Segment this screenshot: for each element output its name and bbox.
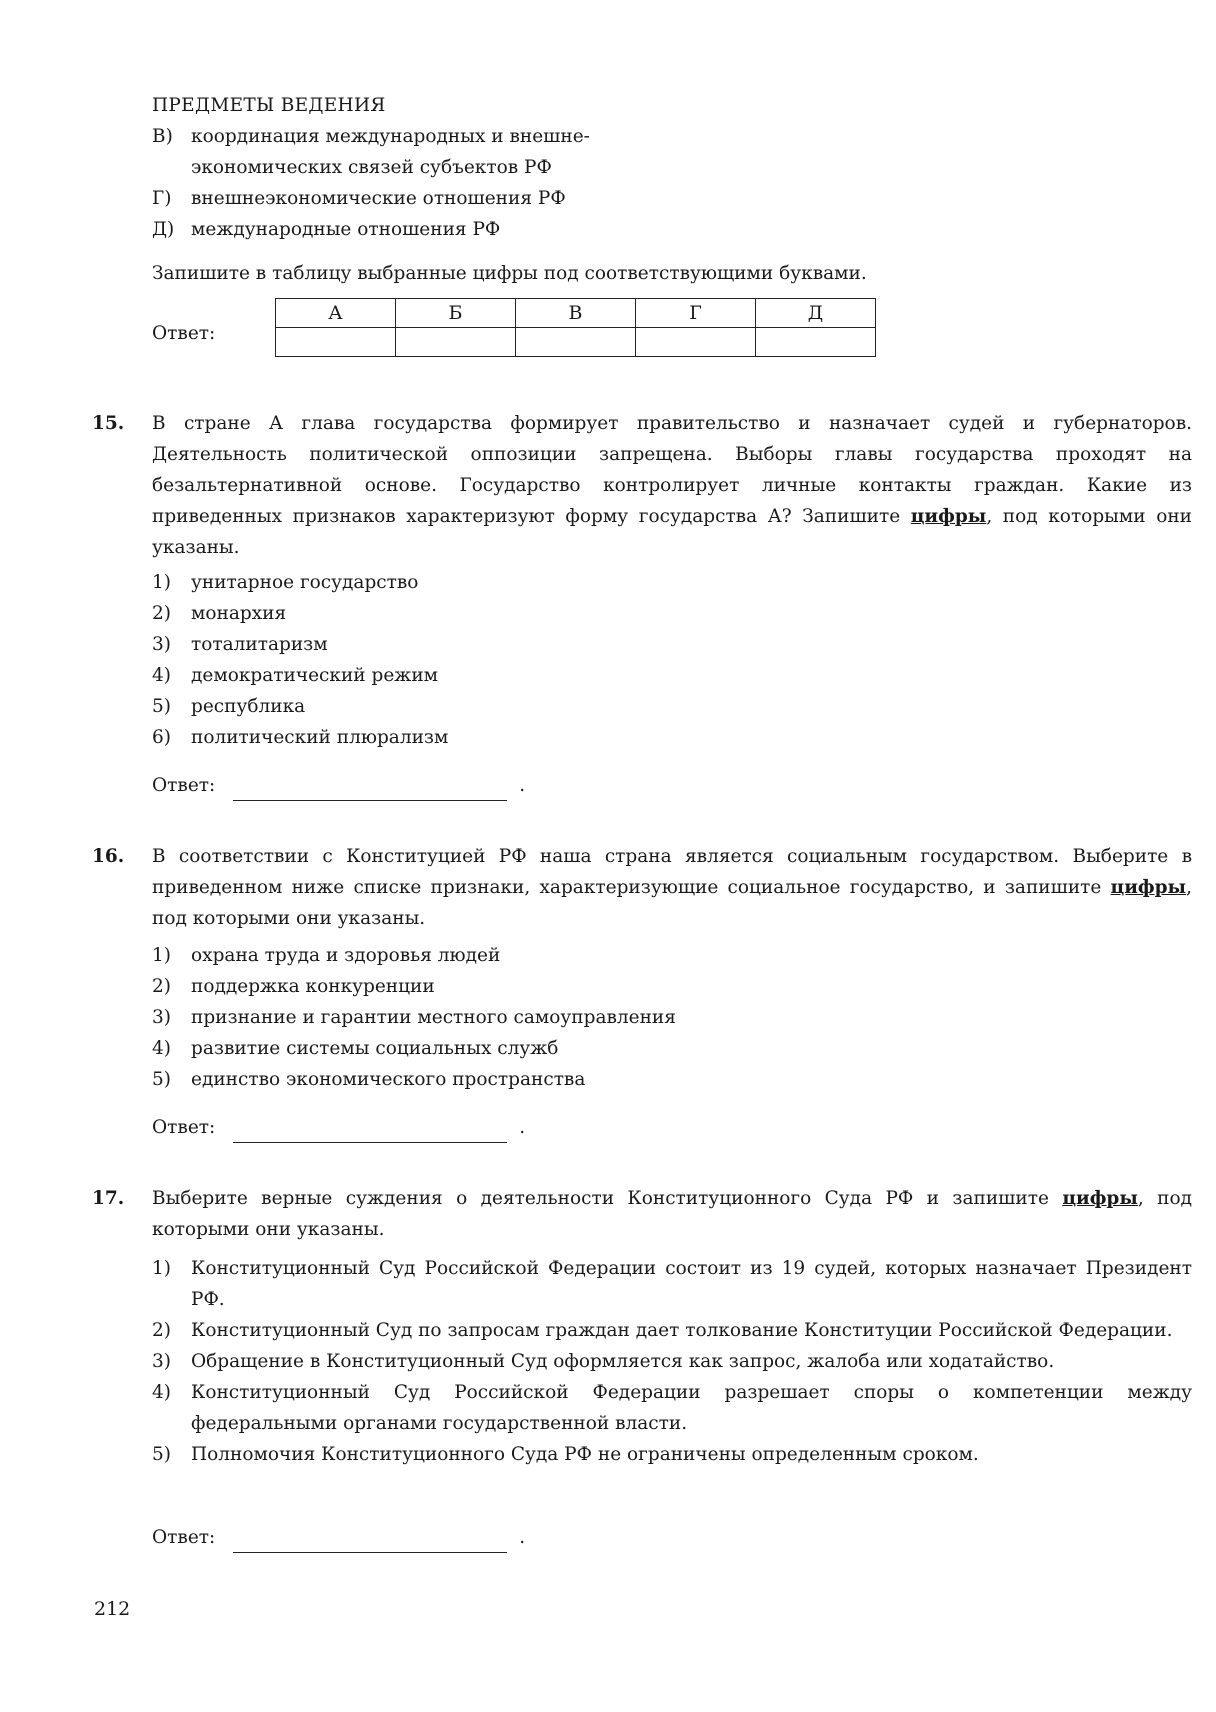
option-text: монархия — [191, 603, 287, 624]
answer-label: Ответ: — [152, 775, 216, 796]
list-item — [152, 971, 1192, 1002]
answer-row — [152, 770, 525, 801]
option-text: Конституционный Суд Российской Федерации состоит из 19 судей, которых назначает Президент РФ. — [191, 1258, 1192, 1310]
answer-label: Ответ: — [152, 1117, 216, 1138]
table-answer-cell[interactable] — [396, 328, 516, 357]
list-item — [152, 1253, 1192, 1315]
question-text-part: В стране А глава государства формирует правительство и назначает судей и губернаторов. Деятельность политической оппозиции запрещена. Выборы главы государства проходят на безальтернативной основе. Государство контролирует личные контакты граждан. Какие из приведенных признаков характеризуют форму государства А? Запишите — [152, 413, 1192, 527]
subject-text: координация международных и внешне- — [191, 126, 590, 147]
options-list — [152, 567, 1192, 753]
answer-row — [152, 1112, 525, 1143]
question-emphasis: цифры — [910, 506, 987, 527]
subject-item — [152, 152, 1192, 183]
question-text-part: , под которыми они указаны. — [152, 877, 1192, 929]
answer-label: Ответ: — [152, 1527, 216, 1548]
option-text: унитарное государство — [191, 572, 419, 593]
table-answer-cell[interactable] — [756, 328, 876, 357]
page-number: 212 — [94, 1598, 131, 1620]
table-answer-cell[interactable] — [276, 328, 396, 357]
answer-period: . — [519, 775, 526, 796]
list-item — [152, 1346, 1192, 1377]
option-label: 2) — [152, 603, 171, 624]
question-emphasis: цифры — [1062, 1188, 1138, 1209]
option-text: демократический режим — [191, 665, 439, 686]
list-item — [152, 940, 1192, 971]
list-item — [152, 1002, 1192, 1033]
table-header-cell: Г — [636, 299, 756, 328]
table-instruction: Запишите в таблицу выбранные цифры под соответствующими буквами. — [152, 263, 867, 284]
subject-label: В) — [152, 126, 173, 147]
answer-field[interactable] — [233, 1530, 507, 1553]
question-number: 17. — [92, 1188, 125, 1209]
option-label: 1) — [152, 945, 171, 966]
option-label: 2) — [152, 1320, 171, 1341]
option-label: 4) — [152, 665, 171, 686]
list-item — [152, 1064, 1192, 1095]
option-label: 1) — [152, 1258, 171, 1279]
options-list — [152, 940, 1192, 1095]
list-item — [152, 598, 1192, 629]
table-header-cell: Б — [396, 299, 516, 328]
question-number: 16. — [92, 846, 125, 867]
subject-text: международные отношения РФ — [191, 219, 501, 240]
option-text: единство экономического пространства — [191, 1069, 586, 1090]
subject-label — [152, 152, 191, 183]
option-label: 4) — [152, 1038, 171, 1059]
list-item — [152, 722, 1192, 753]
list-item — [152, 1377, 1192, 1439]
table-header-cell: Д — [756, 299, 876, 328]
list-item — [152, 1033, 1192, 1064]
option-label: 4) — [152, 1382, 171, 1403]
list-item — [152, 629, 1192, 660]
option-text: тоталитаризм — [191, 634, 328, 655]
list-item — [152, 1315, 1192, 1346]
answer-field[interactable] — [233, 778, 507, 801]
option-text: республика — [191, 696, 306, 717]
option-text: Полномочия Конституционного Суда РФ не ограничены определенным сроком. — [191, 1444, 979, 1465]
subject-text: экономических связей субъектов РФ — [191, 157, 552, 178]
option-label: 3) — [152, 634, 171, 655]
question-text — [152, 841, 1192, 934]
answer-period: . — [519, 1527, 526, 1548]
option-text: охрана труда и здоровья людей — [191, 945, 501, 966]
option-text: признание и гарантии местного самоуправления — [191, 1007, 676, 1028]
option-label: 1) — [152, 572, 171, 593]
table-answer-label: Ответ: — [152, 323, 216, 344]
answer-table-input-row — [276, 328, 876, 357]
subject-text: внешнеэкономические отношения РФ — [191, 188, 566, 209]
subject-label: Г) — [152, 188, 172, 209]
subject-item — [152, 183, 1192, 214]
option-label: 3) — [152, 1351, 171, 1372]
subjects-list — [152, 121, 1192, 245]
question-text-part: В соответствии с Конституцией РФ наша страна является социальным государством. Выберите в приведенном ниже списке признаки, характеризующие социальное государство, и запишите — [152, 846, 1192, 898]
question-text-part: , под которыми они указаны. — [152, 506, 1192, 558]
question-text-part: Выберите верные суждения о деятельности Конституционного Суда РФ и запишите — [152, 1188, 1049, 1209]
list-item — [152, 1439, 1192, 1470]
question-text — [152, 408, 1192, 563]
table-answer-cell[interactable] — [636, 328, 756, 357]
list-item — [152, 691, 1192, 722]
option-text: политический плюрализм — [191, 727, 449, 748]
table-header-cell: А — [276, 299, 396, 328]
answer-row — [152, 1522, 525, 1553]
answer-period: . — [519, 1117, 526, 1138]
list-item — [152, 567, 1192, 598]
option-text: Конституционный Суд Российской Федерации разрешает споры о компетенции между федеральными органами государственной власти. — [191, 1382, 1192, 1434]
answer-table — [275, 298, 876, 357]
option-label: 3) — [152, 1007, 171, 1028]
subject-item — [152, 121, 1192, 152]
answer-field[interactable] — [233, 1120, 507, 1143]
option-text: поддержка конкуренции — [191, 976, 435, 997]
subject-label: Д) — [152, 219, 175, 240]
option-label: 5) — [152, 1069, 171, 1090]
question-text-part: , под которыми они указаны. — [152, 1188, 1193, 1240]
list-item — [152, 660, 1192, 691]
subjects-heading: ПРЕДМЕТЫ ВЕДЕНИЯ — [152, 95, 386, 116]
table-header-cell: В — [516, 299, 636, 328]
option-text: Конституционный Суд по запросам граждан дает толкование Конституции Российской Федерации. — [191, 1320, 1173, 1341]
option-label: 5) — [152, 696, 171, 717]
question-text — [152, 1183, 1192, 1245]
question-emphasis: цифры — [1110, 877, 1187, 898]
subject-item — [152, 214, 1192, 245]
option-label: 5) — [152, 1444, 171, 1465]
answer-table-header-row — [276, 299, 876, 328]
table-answer-cell[interactable] — [516, 328, 636, 357]
option-text: Обращение в Конституционный Суд оформляется как запрос, жалоба или ходатайство. — [191, 1351, 1055, 1372]
question-number: 15. — [92, 413, 125, 434]
option-text: развитие системы социальных служб — [191, 1038, 559, 1059]
options-list — [152, 1253, 1192, 1470]
option-label: 6) — [152, 727, 171, 748]
option-label: 2) — [152, 976, 171, 997]
